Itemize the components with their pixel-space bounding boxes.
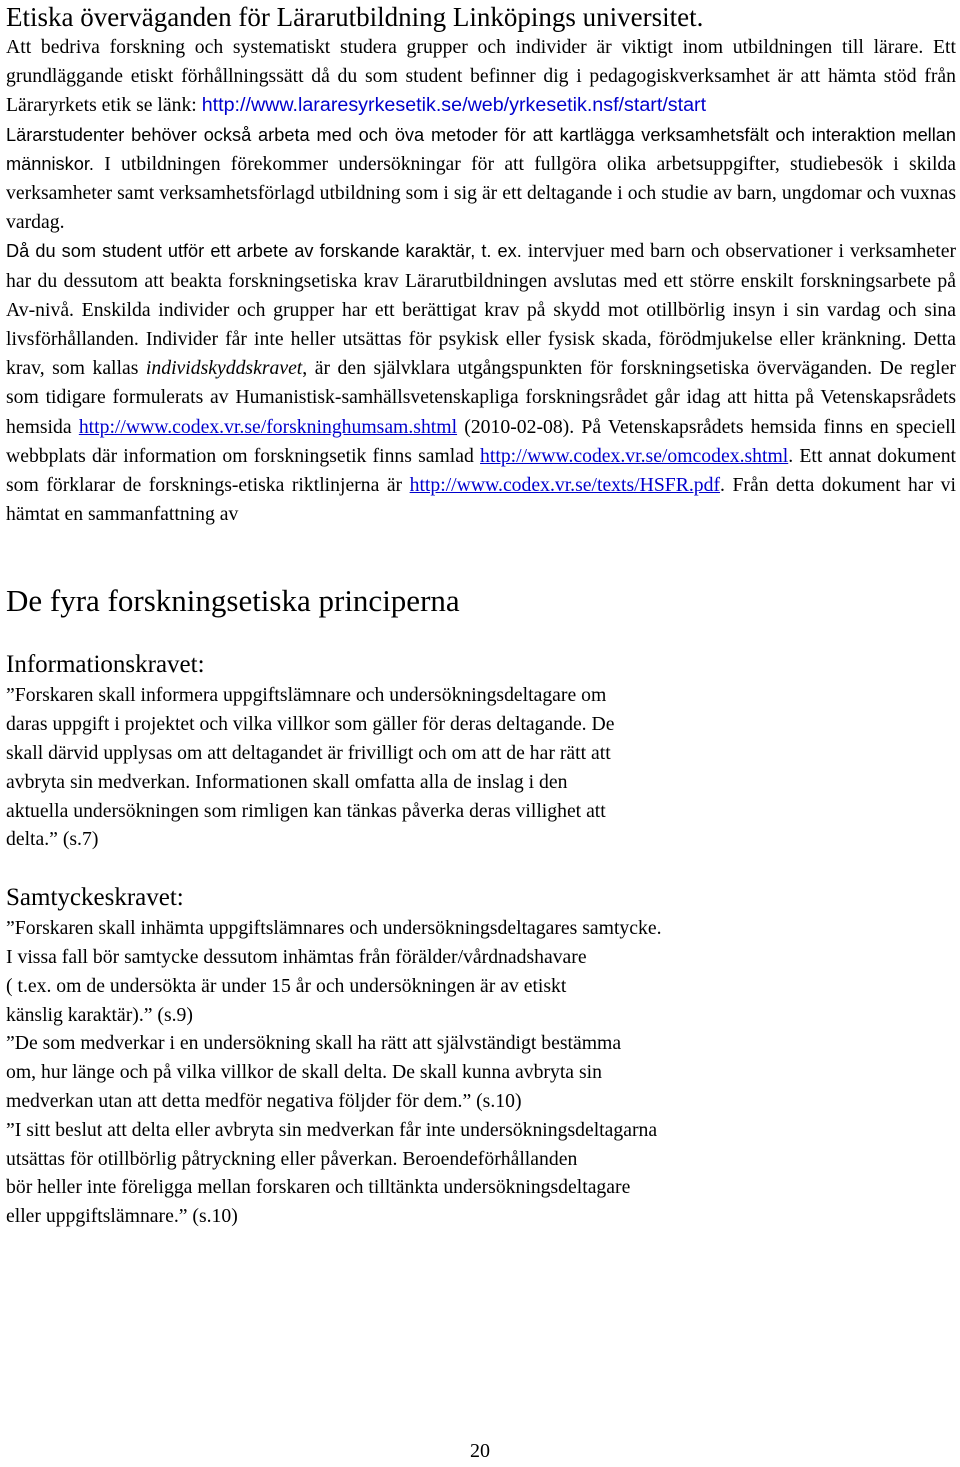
sans-paragraph-text: Lärarstudenter behöver också arbeta med och öva metoder för att kartlägga verksamhetsfält och interaktion mellan människor. (6, 124, 956, 174)
forskninghumsam-link[interactable]: http://www.codex.vr.se/forskninghumsam.shtml (78, 415, 458, 438)
informationskravet-quote: ”Forskaren skall informera uppgiftslämnare och undersökningsdeltagare om daras uppgift i projektet och vilka villkor som gäller för deras deltagande. De skall därvid upplysas om att deltagandet är frivilligt och om att de har rätt att avbryta sin medverkan. Informationen skall omfatta alla de inslag i den aktuella undersökningen som rimligen kan tänkas påverka deras villighet att delta.” (s.7) (6, 684, 615, 851)
samtyckeskravet-quote: ”Forskaren skall inhämta uppgiftslämnares och undersökningsdeltagares samtycke. I vissa fall bör samtycke dessutom inhämtas från förälder/vårdnadshavare ( t.ex. om de undersökta är under 15 år och undersökningen är av etiskt känslig karaktär).” (s.9) ”De som medverkar i en undersökning skall ha rätt att självständigt bestämma om, hur länge och på vilka villkor de skall delta. De skall kunna avbryta sin medverkan utan att detta medför negativa följder för dem.” (s.10) ”I sitt beslut att delta eller avbryta sin medverkan får inte undersökningsdeltagarna utsättas för otillbörlig påtryckning eller påverkan. Beroendeförhållanden bör heller inte föreligga mellan forskaren och tilltänkta undersökningsdeltagare eller uppgiftslämnare.” (s.10) (6, 917, 662, 1228)
omcodex-link[interactable]: http://www.codex.vr.se/omcodex.shtml (480, 444, 789, 467)
research-ethics-text-3: (2010-02-08). På Vetenskapsrådets hemsida finns en speciell webbplats där information om forskningsetik finns samlad (6, 415, 957, 467)
lararesyrkesetik-link[interactable]: http://www.lararesyrkesetik.se/web/yrkesetik.nsf/start/start (201, 94, 707, 117)
research-ethics-paragraph (6, 237, 956, 529)
research-ethics-text-2: , är den självklara utgångspunkten för forskningsetiska överväganden. De regler som tidigare formulerats av Humanistisk-samhällsvetenskapliga forskningsrådet går idag att hitta på Vetenskapsrådets hemsida (6, 357, 956, 438)
hsfr-pdf-link[interactable]: http://www.codex.vr.se/texts/HSFR.pdf (409, 474, 721, 497)
individskyddskravet-term: individskyddskravet (145, 357, 303, 380)
research-ethics-text-4: . Ett annat dokument som förklarar de forsknings-etiska riktlinjerna är (6, 444, 957, 497)
page-number: 20 (470, 1440, 490, 1462)
intro-paragraph (6, 33, 956, 121)
informationskravet-heading: Informationskravet: (6, 651, 205, 679)
sans-paragraph (6, 121, 956, 238)
intro-sentence-2: Ett grundläggande etiskt förhållningssätt då du som student befinner dig i pedagogiskverksamhet är att hämta stöd från Läraryrkets etik se länk: (6, 36, 956, 117)
principles-heading: De fyra forskningsetiska principerna (6, 583, 460, 619)
samtyckeskravet-heading: Samtyckeskravet: (6, 884, 184, 912)
document-title: Etiska överväganden för Lärarutbildning Linköpings universitet. (6, 2, 704, 32)
research-ethics-text-1: intervjuer med barn och observationer i verksamheter har du dessutom att beakta forskningsetiska krav Lärarutbildningen avslutas med ett större enskilt forskningsarbete på Av-nivå. Enskilda individer och grupper har ett berättigat krav på skydd mot otillbörlig insyn i sin vardag och sina livsförhållanden. Individer får inte heller utsättas för psykisk eller fysisk skada, förödmjukelse eller kränkning. Detta krav, som kallas (6, 240, 956, 380)
document-page (6, 0, 956, 1231)
research-ethics-text-5: . Från detta dokument har vi hämtat en sammanfattning av (6, 474, 956, 526)
intro-sentence-1: Att bedriva forskning och systematiskt studera grupper och individer är viktigt inom utbildningen till lärare. (6, 36, 924, 58)
education-studies-text: I utbildningen förekommer undersökningar för att fullgöra olika arbetsuppgifter, studiebesök i skilda verksamheter samt verksamhetsförlagd utbildning som i sig är ett deltagande i och studie av barn, ungdomar och vuxnas vardag. (6, 152, 956, 234)
research-ethics-lead: Då du som student utför ett arbete av forskande karaktär, t. ex. (6, 241, 522, 262)
